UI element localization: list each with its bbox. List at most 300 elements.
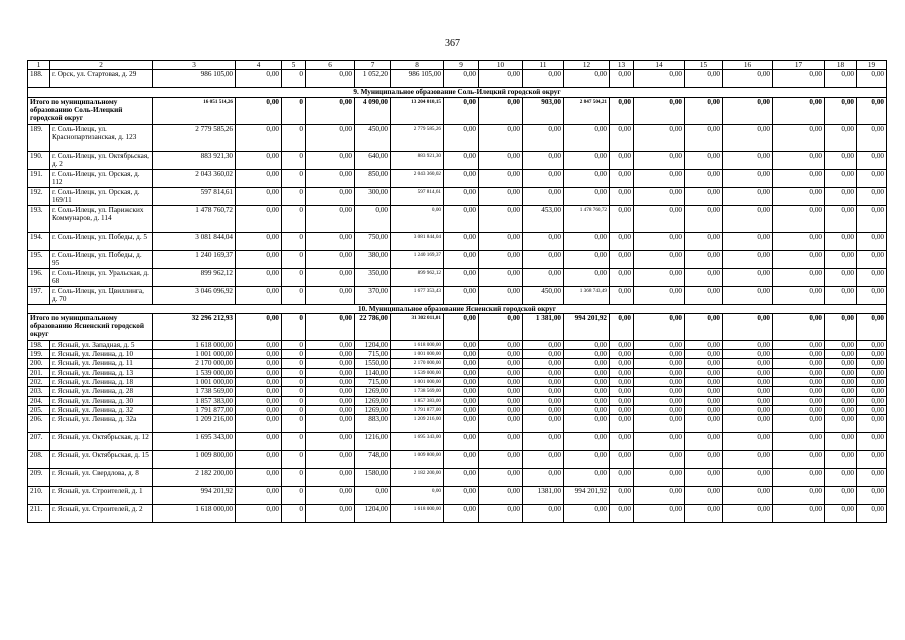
value-cell: 0,00 — [564, 378, 610, 387]
value-cell: 0,00 — [634, 187, 685, 205]
value-cell: 1 738 569,00 — [153, 387, 236, 396]
value-cell: 0,00 — [610, 169, 634, 187]
value-cell: 899 962,12 — [391, 268, 444, 286]
table-row — [28, 505, 887, 523]
value-cell: 0,00 — [306, 451, 355, 469]
value-cell: 0,00 — [523, 505, 564, 523]
value-cell: 0,00 — [610, 313, 634, 340]
value-cell: 1 618 000,00 — [391, 340, 444, 349]
value-cell: 0,00 — [391, 487, 444, 505]
value-cell: 0,00 — [444, 70, 479, 88]
value-cell: 0,00 — [479, 340, 523, 349]
row-index: 204. — [28, 396, 50, 405]
value-cell: 0,00 — [523, 359, 564, 368]
value-cell: 0,00 — [564, 469, 610, 487]
value-cell: 0,00 — [306, 70, 355, 88]
column-header: 8 — [391, 61, 444, 70]
value-cell: 0 — [282, 232, 306, 250]
value-cell: 1 618 000,00 — [153, 340, 236, 349]
value-cell: 0,00 — [685, 487, 723, 505]
table-row — [28, 350, 887, 359]
value-cell: 0,00 — [610, 232, 634, 250]
value-cell: 0,00 — [773, 286, 825, 304]
value-cell: 0,00 — [773, 187, 825, 205]
value-cell: 0,00 — [773, 469, 825, 487]
value-cell: 4 090,00 — [355, 97, 391, 124]
value-cell: 0,00 — [444, 97, 479, 124]
value-cell: 1381,00 — [523, 487, 564, 505]
table-row — [28, 232, 887, 250]
value-cell: 0,00 — [523, 451, 564, 469]
row-index: 203. — [28, 387, 50, 396]
value-cell: 1 240 169,37 — [153, 250, 236, 268]
value-cell: 0,00 — [444, 232, 479, 250]
value-cell: 0,00 — [564, 70, 610, 88]
value-cell: 16 051 514,26 — [153, 97, 236, 124]
value-cell: 0,00 — [610, 70, 634, 88]
value-cell: 1 738 569,00 — [391, 387, 444, 396]
value-cell: 0,00 — [610, 469, 634, 487]
value-cell: 0,00 — [444, 487, 479, 505]
value-cell: 0,00 — [523, 124, 564, 151]
value-cell: 0,00 — [306, 250, 355, 268]
value-cell: 0,00 — [564, 250, 610, 268]
value-cell: 0,00 — [825, 487, 857, 505]
value-cell: 0,00 — [523, 368, 564, 377]
value-cell: 0,00 — [685, 187, 723, 205]
row-index: 189. — [28, 124, 50, 151]
value-cell: 0,00 — [479, 505, 523, 523]
column-header: 10 — [479, 61, 523, 70]
value-cell: 0,00 — [479, 387, 523, 396]
value-cell: 1269,00 — [355, 396, 391, 405]
value-cell: 0,00 — [825, 469, 857, 487]
table-body — [28, 61, 887, 523]
value-cell: 0,00 — [306, 232, 355, 250]
column-header: 17 — [773, 61, 825, 70]
value-cell: 986 105,00 — [153, 70, 236, 88]
address-cell: г. Ясный, ул. Октябрьская, д. 15 — [50, 451, 153, 469]
value-cell: 0,00 — [479, 469, 523, 487]
value-cell: 0,00 — [444, 151, 479, 169]
value-cell: 0,00 — [857, 169, 887, 187]
value-cell: 0,00 — [523, 378, 564, 387]
value-cell: 0,00 — [236, 359, 282, 368]
value-cell: 1269,00 — [355, 387, 391, 396]
value-cell: 0,00 — [306, 268, 355, 286]
value-cell: 0,00 — [723, 313, 773, 340]
value-cell: 0,00 — [564, 405, 610, 414]
value-cell: 0,00 — [634, 350, 685, 359]
value-cell: 0,00 — [685, 469, 723, 487]
value-cell: 1 009 800,00 — [153, 451, 236, 469]
row-index: 206. — [28, 415, 50, 433]
value-cell: 0,00 — [825, 250, 857, 268]
value-cell: 0,00 — [773, 97, 825, 124]
address-cell: г. Ясный, ул. Ленина, д. 18 — [50, 378, 153, 387]
value-cell: 0,00 — [825, 368, 857, 377]
total-label: Итого по муниципальному образованию Ясненский городской округ — [28, 313, 153, 340]
column-header: 14 — [634, 61, 685, 70]
address-cell: г. Соль-Илецк, ул. Парижских Коммунаров, д. 114 — [50, 205, 153, 232]
value-cell: 0 — [282, 70, 306, 88]
value-cell: 0,00 — [306, 368, 355, 377]
value-cell: 0,00 — [685, 451, 723, 469]
value-cell: 0,00 — [825, 187, 857, 205]
column-header: 1 — [28, 61, 50, 70]
value-cell: 0,00 — [857, 70, 887, 88]
column-header: 18 — [825, 61, 857, 70]
value-cell: 0,00 — [523, 232, 564, 250]
value-cell: 0,00 — [723, 469, 773, 487]
value-cell: 0,00 — [610, 405, 634, 414]
row-index: 200. — [28, 359, 50, 368]
value-cell: 0,00 — [564, 396, 610, 405]
value-cell: 0,00 — [306, 205, 355, 232]
value-cell: 0,00 — [610, 340, 634, 349]
address-cell: г. Ясный, ул. Октябрьская, д. 12 — [50, 433, 153, 451]
value-cell: 0,00 — [634, 368, 685, 377]
value-cell: 0,00 — [444, 433, 479, 451]
value-cell: 0,00 — [634, 313, 685, 340]
value-cell: 0,00 — [564, 151, 610, 169]
value-cell: 0,00 — [564, 124, 610, 151]
value-cell: 715,00 — [355, 350, 391, 359]
value-cell: 0,00 — [479, 124, 523, 151]
value-cell: 0,00 — [479, 313, 523, 340]
address-cell: г. Ясный, ул. Ленина, д. 32 — [50, 405, 153, 414]
value-cell: 0,00 — [723, 378, 773, 387]
address-cell: г. Соль-Илецк, ул. Уральская, д. 68 — [50, 268, 153, 286]
value-cell: 0,00 — [564, 268, 610, 286]
value-cell: 0,00 — [236, 169, 282, 187]
value-cell: 22 786,00 — [355, 313, 391, 340]
address-cell: г. Соль-Илецк, ул. Октябрьская, д. 2 — [50, 151, 153, 169]
value-cell: 0,00 — [857, 433, 887, 451]
value-cell: 0,00 — [444, 505, 479, 523]
value-cell: 0,00 — [773, 151, 825, 169]
value-cell: 1269,00 — [355, 405, 391, 414]
value-cell: 0 — [282, 359, 306, 368]
value-cell: 0,00 — [610, 250, 634, 268]
value-cell: 0,00 — [685, 359, 723, 368]
value-cell: 0,00 — [825, 124, 857, 151]
value-cell: 0,00 — [306, 505, 355, 523]
value-cell: 597 814,61 — [391, 187, 444, 205]
value-cell: 0,00 — [610, 505, 634, 523]
value-cell: 0 — [282, 340, 306, 349]
value-cell: 0,00 — [857, 505, 887, 523]
value-cell: 0,00 — [685, 433, 723, 451]
value-cell: 0,00 — [634, 340, 685, 349]
value-cell: 640,00 — [355, 151, 391, 169]
value-cell: 0,00 — [634, 359, 685, 368]
value-cell: 0,00 — [723, 487, 773, 505]
value-cell: 0,00 — [685, 97, 723, 124]
value-cell: 0,00 — [723, 169, 773, 187]
value-cell: 0,00 — [634, 169, 685, 187]
value-cell: 0,00 — [773, 387, 825, 396]
column-header: 13 — [610, 61, 634, 70]
value-cell: 0,00 — [723, 286, 773, 304]
value-cell: 0,00 — [857, 396, 887, 405]
value-cell: 1 001 000,00 — [153, 350, 236, 359]
value-cell: 0,00 — [444, 359, 479, 368]
value-cell: 0,00 — [773, 205, 825, 232]
value-cell: 2 170 000,00 — [153, 359, 236, 368]
value-cell: 2 170 000,00 — [391, 359, 444, 368]
value-cell: 1 001 000,00 — [153, 378, 236, 387]
value-cell: 0,00 — [634, 505, 685, 523]
value-cell: 0,00 — [857, 415, 887, 433]
value-cell: 0,00 — [236, 469, 282, 487]
value-cell: 0 — [282, 405, 306, 414]
value-cell: 0,00 — [444, 313, 479, 340]
value-cell: 0,00 — [610, 487, 634, 505]
table-row — [28, 487, 887, 505]
value-cell: 0,00 — [479, 350, 523, 359]
value-cell: 0,00 — [306, 350, 355, 359]
value-cell: 994 201,92 — [564, 487, 610, 505]
value-cell: 0,00 — [236, 415, 282, 433]
table-row — [28, 169, 887, 187]
address-cell: г. Соль-Илецк, ул. Орская, д. 112 — [50, 169, 153, 187]
table-row — [28, 433, 887, 451]
value-cell: 0,00 — [634, 433, 685, 451]
table-row — [28, 151, 887, 169]
row-index: 193. — [28, 205, 50, 232]
value-cell: 0,00 — [444, 286, 479, 304]
value-cell: 0 — [282, 187, 306, 205]
value-cell: 0,00 — [634, 415, 685, 433]
address-cell: г. Ясный, ул. Ленина, д. 10 — [50, 350, 153, 359]
table-row — [28, 250, 887, 268]
value-cell: 0,00 — [634, 124, 685, 151]
table-row — [28, 396, 887, 405]
value-cell: 0,00 — [306, 433, 355, 451]
value-cell: 380,00 — [355, 250, 391, 268]
value-cell: 0,00 — [564, 451, 610, 469]
value-cell: 0,00 — [444, 451, 479, 469]
value-cell: 883,00 — [355, 415, 391, 433]
value-cell: 0,00 — [685, 313, 723, 340]
value-cell: 0,00 — [236, 451, 282, 469]
table-row — [28, 415, 887, 433]
value-cell: 0,00 — [723, 124, 773, 151]
value-cell: 0 — [282, 151, 306, 169]
value-cell: 0,00 — [723, 340, 773, 349]
value-cell: 0,00 — [479, 451, 523, 469]
value-cell: 0,00 — [723, 350, 773, 359]
value-cell: 0,00 — [236, 124, 282, 151]
value-cell: 0,00 — [306, 286, 355, 304]
value-cell: 0,00 — [610, 387, 634, 396]
value-cell: 0,00 — [825, 433, 857, 451]
value-cell: 0,00 — [825, 396, 857, 405]
value-cell: 1204,00 — [355, 505, 391, 523]
column-header: 6 — [306, 61, 355, 70]
row-index: 202. — [28, 378, 50, 387]
value-cell: 0,00 — [634, 205, 685, 232]
value-cell: 453,00 — [523, 205, 564, 232]
row-index: 195. — [28, 250, 50, 268]
value-cell: 1 539 000,00 — [153, 368, 236, 377]
value-cell: 0,00 — [479, 405, 523, 414]
value-cell: 883 921,30 — [153, 151, 236, 169]
value-cell: 0,00 — [523, 250, 564, 268]
value-cell: 0,00 — [634, 396, 685, 405]
value-cell: 0,00 — [773, 396, 825, 405]
value-cell: 0,00 — [523, 169, 564, 187]
value-cell: 0,00 — [564, 169, 610, 187]
value-cell: 0,00 — [773, 313, 825, 340]
value-cell: 1550,00 — [355, 359, 391, 368]
value-cell: 0,00 — [634, 469, 685, 487]
value-cell: 1 209 216,00 — [391, 415, 444, 433]
value-cell: 0,00 — [306, 415, 355, 433]
table-row — [28, 469, 887, 487]
table-row — [28, 70, 887, 88]
column-header: 19 — [857, 61, 887, 70]
value-cell: 0,00 — [685, 378, 723, 387]
value-cell: 0,00 — [444, 387, 479, 396]
value-cell: 0,00 — [236, 97, 282, 124]
value-cell: 0,00 — [634, 232, 685, 250]
total-label: Итого по муниципальному образованию Соль-Илецкий городской округ — [28, 97, 153, 124]
row-index: 197. — [28, 286, 50, 304]
value-cell: 0,00 — [355, 487, 391, 505]
value-cell: 0,00 — [685, 405, 723, 414]
value-cell: 2 043 360,02 — [153, 169, 236, 187]
value-cell: 0,00 — [479, 250, 523, 268]
value-cell: 0 — [282, 97, 306, 124]
column-header: 9 — [444, 61, 479, 70]
value-cell: 0 — [282, 451, 306, 469]
value-cell: 0,00 — [236, 250, 282, 268]
value-cell: 0,00 — [610, 378, 634, 387]
value-cell: 0,00 — [444, 378, 479, 387]
value-cell: 0,00 — [236, 232, 282, 250]
value-cell: 0,00 — [685, 396, 723, 405]
value-cell: 0,00 — [685, 124, 723, 151]
value-cell: 0,00 — [306, 169, 355, 187]
value-cell: 350,00 — [355, 268, 391, 286]
value-cell: 0,00 — [391, 205, 444, 232]
value-cell: 1 857 383,00 — [153, 396, 236, 405]
value-cell: 1204,00 — [355, 340, 391, 349]
value-cell: 0,00 — [236, 378, 282, 387]
value-cell: 0,00 — [444, 340, 479, 349]
value-cell: 1 001 000,00 — [391, 350, 444, 359]
value-cell: 0,00 — [857, 368, 887, 377]
value-cell: 0,00 — [306, 378, 355, 387]
value-cell: 0,00 — [723, 368, 773, 377]
table-row — [28, 187, 887, 205]
value-cell: 450,00 — [355, 124, 391, 151]
value-cell: 31 302 011,01 — [391, 313, 444, 340]
value-cell: 0,00 — [479, 268, 523, 286]
value-cell: 0,00 — [444, 405, 479, 414]
table-row — [28, 205, 887, 232]
value-cell: 986 105,00 — [391, 70, 444, 88]
value-cell: 0,00 — [825, 451, 857, 469]
value-cell: 715,00 — [355, 378, 391, 387]
value-cell: 0,00 — [479, 359, 523, 368]
value-cell: 0,00 — [479, 487, 523, 505]
value-cell: 0,00 — [685, 205, 723, 232]
value-cell: 0,00 — [634, 151, 685, 169]
value-cell: 0,00 — [723, 359, 773, 368]
value-cell: 0,00 — [773, 232, 825, 250]
value-cell: 0,00 — [723, 97, 773, 124]
value-cell: 0,00 — [825, 405, 857, 414]
column-number-row — [28, 61, 887, 70]
value-cell: 300,00 — [355, 187, 391, 205]
value-cell: 0,00 — [523, 187, 564, 205]
value-cell: 1 209 216,00 — [153, 415, 236, 433]
address-cell: г. Соль-Илецк, ул. Победы, д. 5 — [50, 232, 153, 250]
value-cell: 3 081 844,04 — [153, 232, 236, 250]
value-cell: 1 791 877,00 — [391, 405, 444, 414]
value-cell: 0,00 — [857, 313, 887, 340]
value-cell: 0,00 — [479, 151, 523, 169]
value-cell: 0,00 — [825, 350, 857, 359]
value-cell: 0 — [282, 350, 306, 359]
value-cell: 0,00 — [773, 433, 825, 451]
value-cell: 0,00 — [773, 405, 825, 414]
row-index: 190. — [28, 151, 50, 169]
page-number: 367 — [445, 38, 460, 49]
value-cell: 0,00 — [723, 505, 773, 523]
value-cell: 1140,00 — [355, 368, 391, 377]
value-cell: 1 539 000,00 — [391, 368, 444, 377]
value-cell: 0,00 — [773, 505, 825, 523]
table-row — [28, 340, 887, 349]
value-cell: 0,00 — [479, 97, 523, 124]
value-cell: 0,00 — [773, 415, 825, 433]
value-cell: 0 — [282, 205, 306, 232]
column-header: 11 — [523, 61, 564, 70]
value-cell: 0,00 — [723, 268, 773, 286]
value-cell: 0,00 — [306, 487, 355, 505]
value-cell: 0,00 — [306, 340, 355, 349]
address-cell: г. Ясный, ул. Ленина, д. 32а — [50, 415, 153, 433]
value-cell: 0,00 — [825, 232, 857, 250]
value-cell: 0 — [282, 286, 306, 304]
value-cell: 0,00 — [857, 378, 887, 387]
value-cell: 0,00 — [306, 97, 355, 124]
value-cell: 0,00 — [773, 124, 825, 151]
value-cell: 0,00 — [857, 205, 887, 232]
row-index: 211. — [28, 505, 50, 523]
value-cell: 13 204 010,15 — [391, 97, 444, 124]
value-cell: 1 618 000,00 — [153, 505, 236, 523]
value-cell: 0,00 — [444, 169, 479, 187]
value-cell: 0,00 — [236, 505, 282, 523]
value-cell: 0,00 — [523, 387, 564, 396]
address-cell: г. Ясный, ул. Ленина, д. 11 — [50, 359, 153, 368]
value-cell: 0,00 — [564, 368, 610, 377]
value-cell: 0,00 — [306, 313, 355, 340]
value-cell: 0,00 — [634, 405, 685, 414]
value-cell: 0,00 — [306, 469, 355, 487]
value-cell: 1216,00 — [355, 433, 391, 451]
value-cell: 0,00 — [479, 433, 523, 451]
value-cell: 0,00 — [825, 97, 857, 124]
value-cell: 0,00 — [236, 286, 282, 304]
value-cell: 0,00 — [685, 368, 723, 377]
column-header: 7 — [355, 61, 391, 70]
